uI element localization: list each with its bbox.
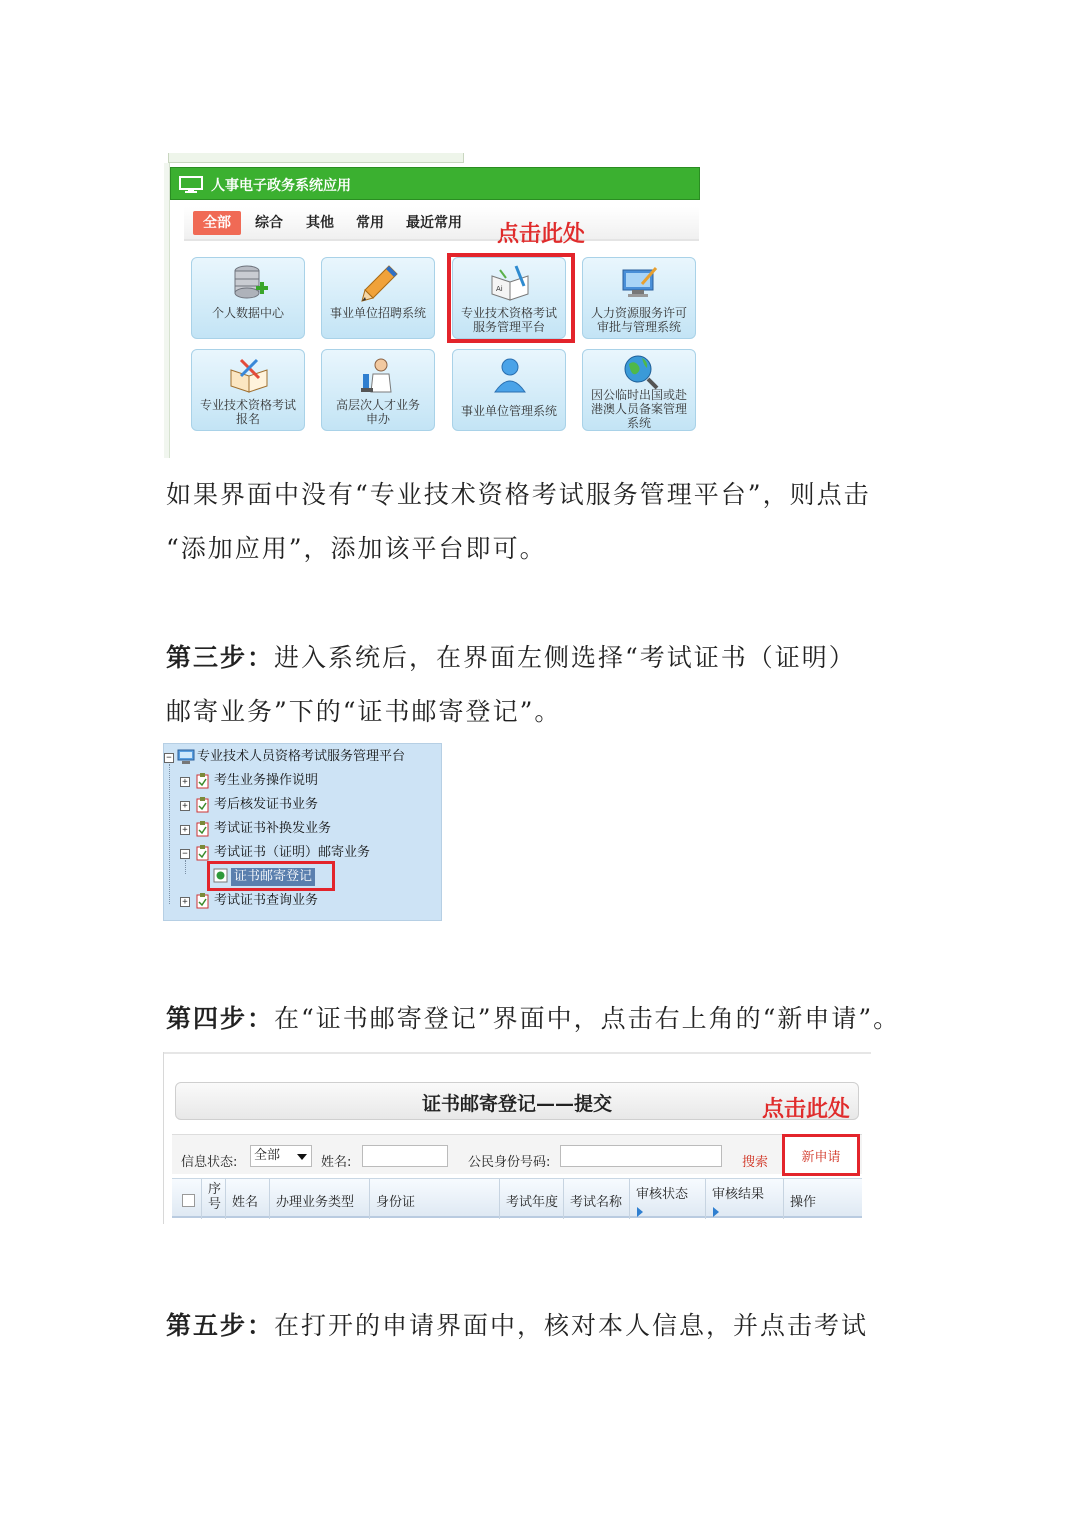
mailing-registration-screenshot <box>163 1052 871 1224</box>
tile-label: 专业技术资格考试 报名 <box>199 398 296 426</box>
para-line: 在打开的申请界面中，核对本人信息，并点击考试 <box>274 1311 869 1340</box>
search-button[interactable]: 搜索 <box>742 1155 769 1170</box>
clipboard-icon <box>196 821 209 837</box>
expand-icon[interactable]: + <box>180 801 190 811</box>
form-header <box>175 1082 859 1120</box>
top-frame-line <box>168 153 464 163</box>
name-label: 姓名: <box>321 1155 352 1170</box>
tile-talent-services[interactable] <box>321 349 435 431</box>
col-exam-year: 考试年度 <box>500 1179 564 1219</box>
tab-general[interactable]: 综合 <box>255 215 283 231</box>
name-input[interactable] <box>362 1145 448 1167</box>
click-here-annotation: 点击此处 <box>497 222 586 247</box>
tile-hr-license-system[interactable] <box>582 257 696 339</box>
tree-root-label[interactable]: 专业技术人员资格考试服务管理平台 <box>197 749 406 764</box>
para-line: 进入系统后，在界面左侧选择“考试证书（证明） <box>274 643 856 672</box>
status-label: 信息状态: <box>181 1155 238 1170</box>
tile-exam-registration[interactable] <box>191 349 305 431</box>
table-header <box>172 1178 862 1218</box>
clipboard-icon <box>196 893 209 909</box>
tile-recruitment-system[interactable] <box>321 257 435 339</box>
col-business-type: 办理业务类型 <box>270 1179 370 1219</box>
tab-recent[interactable]: 最近常用 <box>406 215 462 231</box>
book-pen-icon <box>229 356 269 394</box>
col-id-card: 身份证 <box>370 1179 500 1219</box>
step-label: 第五步： <box>166 1311 275 1340</box>
monitor-icon <box>179 176 203 194</box>
para-line: 在“证书邮寄登记”界面中，点击右上角的“新申请”。 <box>274 1004 901 1033</box>
tile-label: 事业单位招聘系统 <box>329 306 426 320</box>
database-add-icon <box>229 264 269 302</box>
tile-label: 事业单位管理系统 <box>460 404 557 418</box>
id-number-input[interactable] <box>560 1145 722 1167</box>
col-exam-name: 考试名称 <box>564 1179 630 1219</box>
svg-text:Ai: Ai <box>496 285 503 293</box>
highlight-box <box>447 253 575 343</box>
tile-label: 人力资源服务许可 审批与管理系统 <box>590 306 687 334</box>
para-line: “添加应用”，添加该平台即可。 <box>166 534 547 563</box>
select-all-checkbox[interactable] <box>182 1194 195 1207</box>
tile-label: 因公临时出国或赴 港澳人员备案管理 系统 <box>590 388 687 430</box>
tree-guide-line <box>185 860 186 874</box>
status-select[interactable]: 全部 <box>250 1145 312 1167</box>
globe-search-icon <box>620 352 660 390</box>
clipboard-icon <box>196 773 209 789</box>
col-review-status[interactable]: 审核状态 <box>630 1179 706 1219</box>
id-number-label: 公民身份号码: <box>468 1155 551 1170</box>
expand-icon[interactable]: + <box>180 825 190 835</box>
highlight-box <box>207 861 335 891</box>
clipboard-icon <box>196 845 209 861</box>
tile-label: 个人数据中心 <box>211 306 284 320</box>
instruction-paragraph-1 <box>166 468 926 576</box>
tile-label: 高层次人才业务 申办 <box>335 398 420 426</box>
select-all-cell <box>172 1179 202 1219</box>
tree-item-exam-guide[interactable]: 考生业务操作说明 <box>214 773 319 788</box>
computer-icon <box>177 749 195 765</box>
tab-all[interactable]: 全部 <box>193 211 241 235</box>
col-name: 姓名 <box>226 1179 270 1219</box>
step-label: 第四步： <box>166 1004 275 1033</box>
collapse-icon[interactable]: − <box>180 849 190 859</box>
tab-common[interactable]: 常用 <box>356 215 384 231</box>
tree-item-certificate-mailing[interactable]: 考试证书（证明）邮寄业务 <box>214 845 371 860</box>
col-actions: 操作 <box>790 1195 817 1210</box>
collapse-icon[interactable]: − <box>164 753 174 763</box>
clipboard-icon <box>196 797 209 813</box>
col-review-result[interactable]: 审核结果 <box>706 1179 784 1219</box>
step-5-paragraph <box>166 1299 926 1353</box>
side-frame-line <box>164 163 170 458</box>
tree-item-certificate-query[interactable]: 考试证书查询业务 <box>214 893 319 908</box>
tile-overseas-travel-filing[interactable] <box>582 349 696 431</box>
category-tabs <box>184 207 699 241</box>
sort-arrow-icon[interactable] <box>637 1207 643 1217</box>
tile-label: 专业技术资格考试 服务管理平台 <box>460 306 557 334</box>
panel-title-bar <box>170 167 700 200</box>
tree-item-mailing-registration[interactable]: 证书邮寄登记 <box>231 868 315 886</box>
sort-arrow-icon[interactable] <box>713 1207 719 1217</box>
para-line: 邮寄业务”下的“证书邮寄登记”。 <box>166 697 562 726</box>
chevron-down-icon <box>297 1154 307 1160</box>
tile-institution-management[interactable] <box>452 349 566 431</box>
filter-bar <box>172 1134 862 1174</box>
tree-item-certificate-reissue[interactable]: 考试证书补换发业务 <box>214 821 332 836</box>
tree-guide-line <box>169 764 170 904</box>
step-4-paragraph <box>166 992 926 1046</box>
col-index: 序号 <box>202 1179 226 1219</box>
top-frame-line <box>164 1052 871 1054</box>
new-application-button[interactable]: 新申请 <box>782 1134 860 1176</box>
pencil-icon <box>359 264 399 302</box>
app-panel-screenshot <box>164 153 700 458</box>
tile-personal-data-center[interactable] <box>191 257 305 339</box>
user-icon <box>490 356 530 394</box>
tab-other[interactable]: 其他 <box>306 215 334 231</box>
step-label: 第三步： <box>166 643 275 672</box>
tree-item-certificate-issuance[interactable]: 考后核发证书业务 <box>214 797 319 812</box>
step-3-paragraph <box>166 631 926 739</box>
form-title: 证书邮寄登记——提交 <box>421 1093 612 1115</box>
expand-icon[interactable]: + <box>180 897 190 907</box>
expand-icon[interactable]: + <box>180 777 190 787</box>
click-here-annotation: 点击此处 <box>762 1097 851 1122</box>
panel-title: 人事电子政务系统应用 <box>211 178 351 194</box>
navigation-tree-screenshot <box>163 743 442 921</box>
para-line: 如果界面中没有“专业技术资格考试服务管理平台”，则点击 <box>166 480 871 509</box>
scientist-microscope-icon <box>359 356 399 394</box>
computer-approval-icon <box>620 264 660 302</box>
